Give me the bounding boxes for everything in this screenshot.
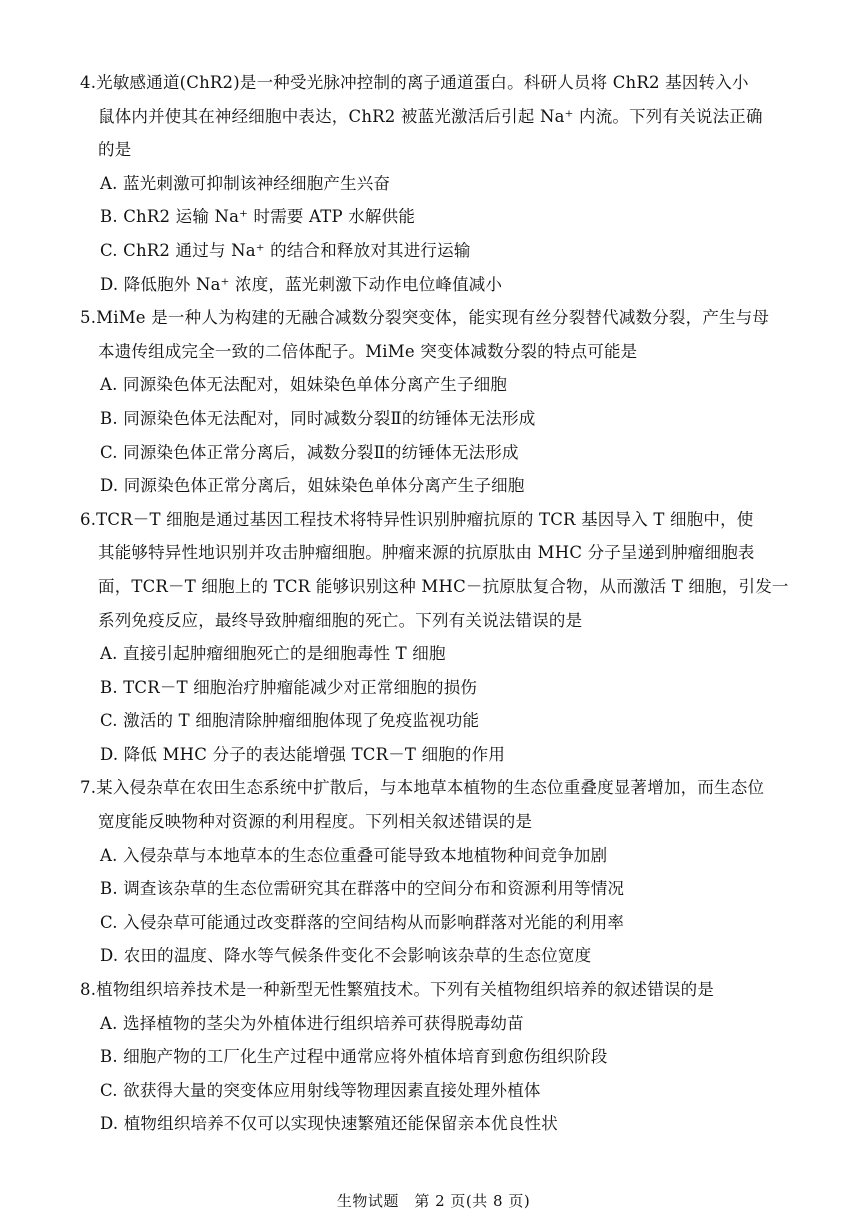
answer-option: A. 蓝光刺激可抑制该神经细胞产生兴奋 (100, 173, 391, 193)
answer-option: A. 同源染色体无法配对，姐妹染色单体分离产生子细胞 (100, 375, 508, 395)
question-block (0, 503, 867, 772)
answer-option: C. 欲获得大量的突变体应用射线等物理因素直接处理外植体 (100, 1080, 541, 1100)
answer-option: D. 植物组织培养不仅可以实现快速繁殖还能保留亲本优良性状 (100, 1114, 558, 1134)
answer-option: C. 激活的 T 细胞清除肿瘤细胞体现了免疫监视功能 (100, 711, 480, 731)
question-list (0, 66, 867, 1141)
answer-option: B. ChR2 运输 Na⁺ 时需要 ATP 水解供能 (100, 207, 416, 227)
answer-option: D. 降低 MHC 分子的表达能增强 TCR－T 细胞的作用 (100, 744, 506, 764)
question-stem: 5.MiMe 是一种人为构建的无融合减数分裂突变体，能实现有丝分裂替代减数分裂，产生与母 (80, 308, 770, 328)
answer-option: C. 入侵杂草可能通过改变群落的空间结构从而影响群落对光能的利用率 (100, 912, 625, 932)
answer-option: D. 农田的温度、降水等气候条件变化不会影响该杂草的生态位宽度 (100, 946, 592, 966)
answer-option: B. 同源染色体无法配对，同时减数分裂Ⅱ的纺锤体无法形成 (100, 408, 536, 428)
question-block (0, 771, 867, 973)
answer-option: B. TCR－T 细胞治疗肿瘤能减少对正常细胞的损伤 (100, 677, 478, 697)
answer-option: A. 选择植物的茎尖为外植体进行组织培养可获得脱毒幼苗 (100, 1013, 524, 1033)
question-stem: 4.光敏感通道(ChR2)是一种受光脉冲控制的离子通道蛋白。科研人员将 ChR2 基因转入小 (80, 73, 749, 92)
answer-option: D. 同源染色体正常分离后，姐妹染色单体分离产生子细胞 (100, 476, 525, 496)
question-stem: 6.TCR－T 细胞是通过基因工程技术将特异性识别肿瘤抗原的 TCR 基因导入 T 细胞中，使 (80, 509, 754, 529)
question-stem-continued: 系列免疫反应，最终导致肿瘤细胞的死亡。下列有关说法错误的是 (98, 610, 583, 630)
answer-option: D. 降低胞外 Na⁺ 浓度，蓝光刺激下动作电位峰值减小 (100, 274, 503, 294)
question-stem-continued: 面，TCR－T 细胞上的 TCR 能够识别这种 MHC－抗原肽复合物，从而激活 T 细胞，引发一 (98, 576, 789, 596)
answer-option: C. 同源染色体正常分离后，减数分裂Ⅱ的纺锤体无法形成 (100, 442, 519, 462)
question-stem: 7.某入侵杂草在农田生态系统中扩散后，与本地草本植物的生态位重叠度显著增加，而生态位 (80, 778, 765, 798)
question-stem-continued: 宽度能反映物种对资源的利用程度。下列相关叙述错误的是 (98, 812, 533, 832)
question-block (0, 66, 867, 301)
question-stem-continued: 鼠体内并使其在神经细胞中表达，ChR2 被蓝光激活后引起 Na⁺ 内流。下列有关说法正确 (98, 106, 763, 126)
answer-option: B. 调查该杂草的生态位需研究其在群落中的空间分布和资源利用等情况 (100, 879, 625, 899)
answer-option: A. 入侵杂草与本地草本的生态位重叠可能导致本地植物种间竞争加剧 (100, 845, 608, 865)
question-stem-continued: 本遗传组成完全一致的二倍体配子。MiMe 突变体减数分裂的特点可能是 (98, 341, 638, 361)
answer-option: A. 直接引起肿瘤细胞死亡的是细胞毒性 T 细胞 (100, 644, 446, 664)
question-stem: 8.植物组织培养技术是一种新型无性繁殖技术。下列有关植物组织培养的叙述错误的是 (80, 980, 715, 1000)
question-stem-continued: 的是 (98, 140, 132, 160)
question-block (0, 301, 867, 503)
answer-option: C. ChR2 通过与 Na⁺ 的结合和释放对其进行运输 (100, 240, 471, 260)
page-footer: 生物试题 第 2 页(共 8 页) (336, 1192, 531, 1210)
answer-option: B. 细胞产物的工厂化生产过程中通常应将外植体培育到愈伤组织阶段 (100, 1047, 608, 1067)
question-stem-continued: 其能够特异性地识别并攻击肿瘤细胞。肿瘤来源的抗原肽由 MHC 分子呈递到肿瘤细胞表 (98, 543, 755, 563)
question-block (0, 973, 867, 1141)
